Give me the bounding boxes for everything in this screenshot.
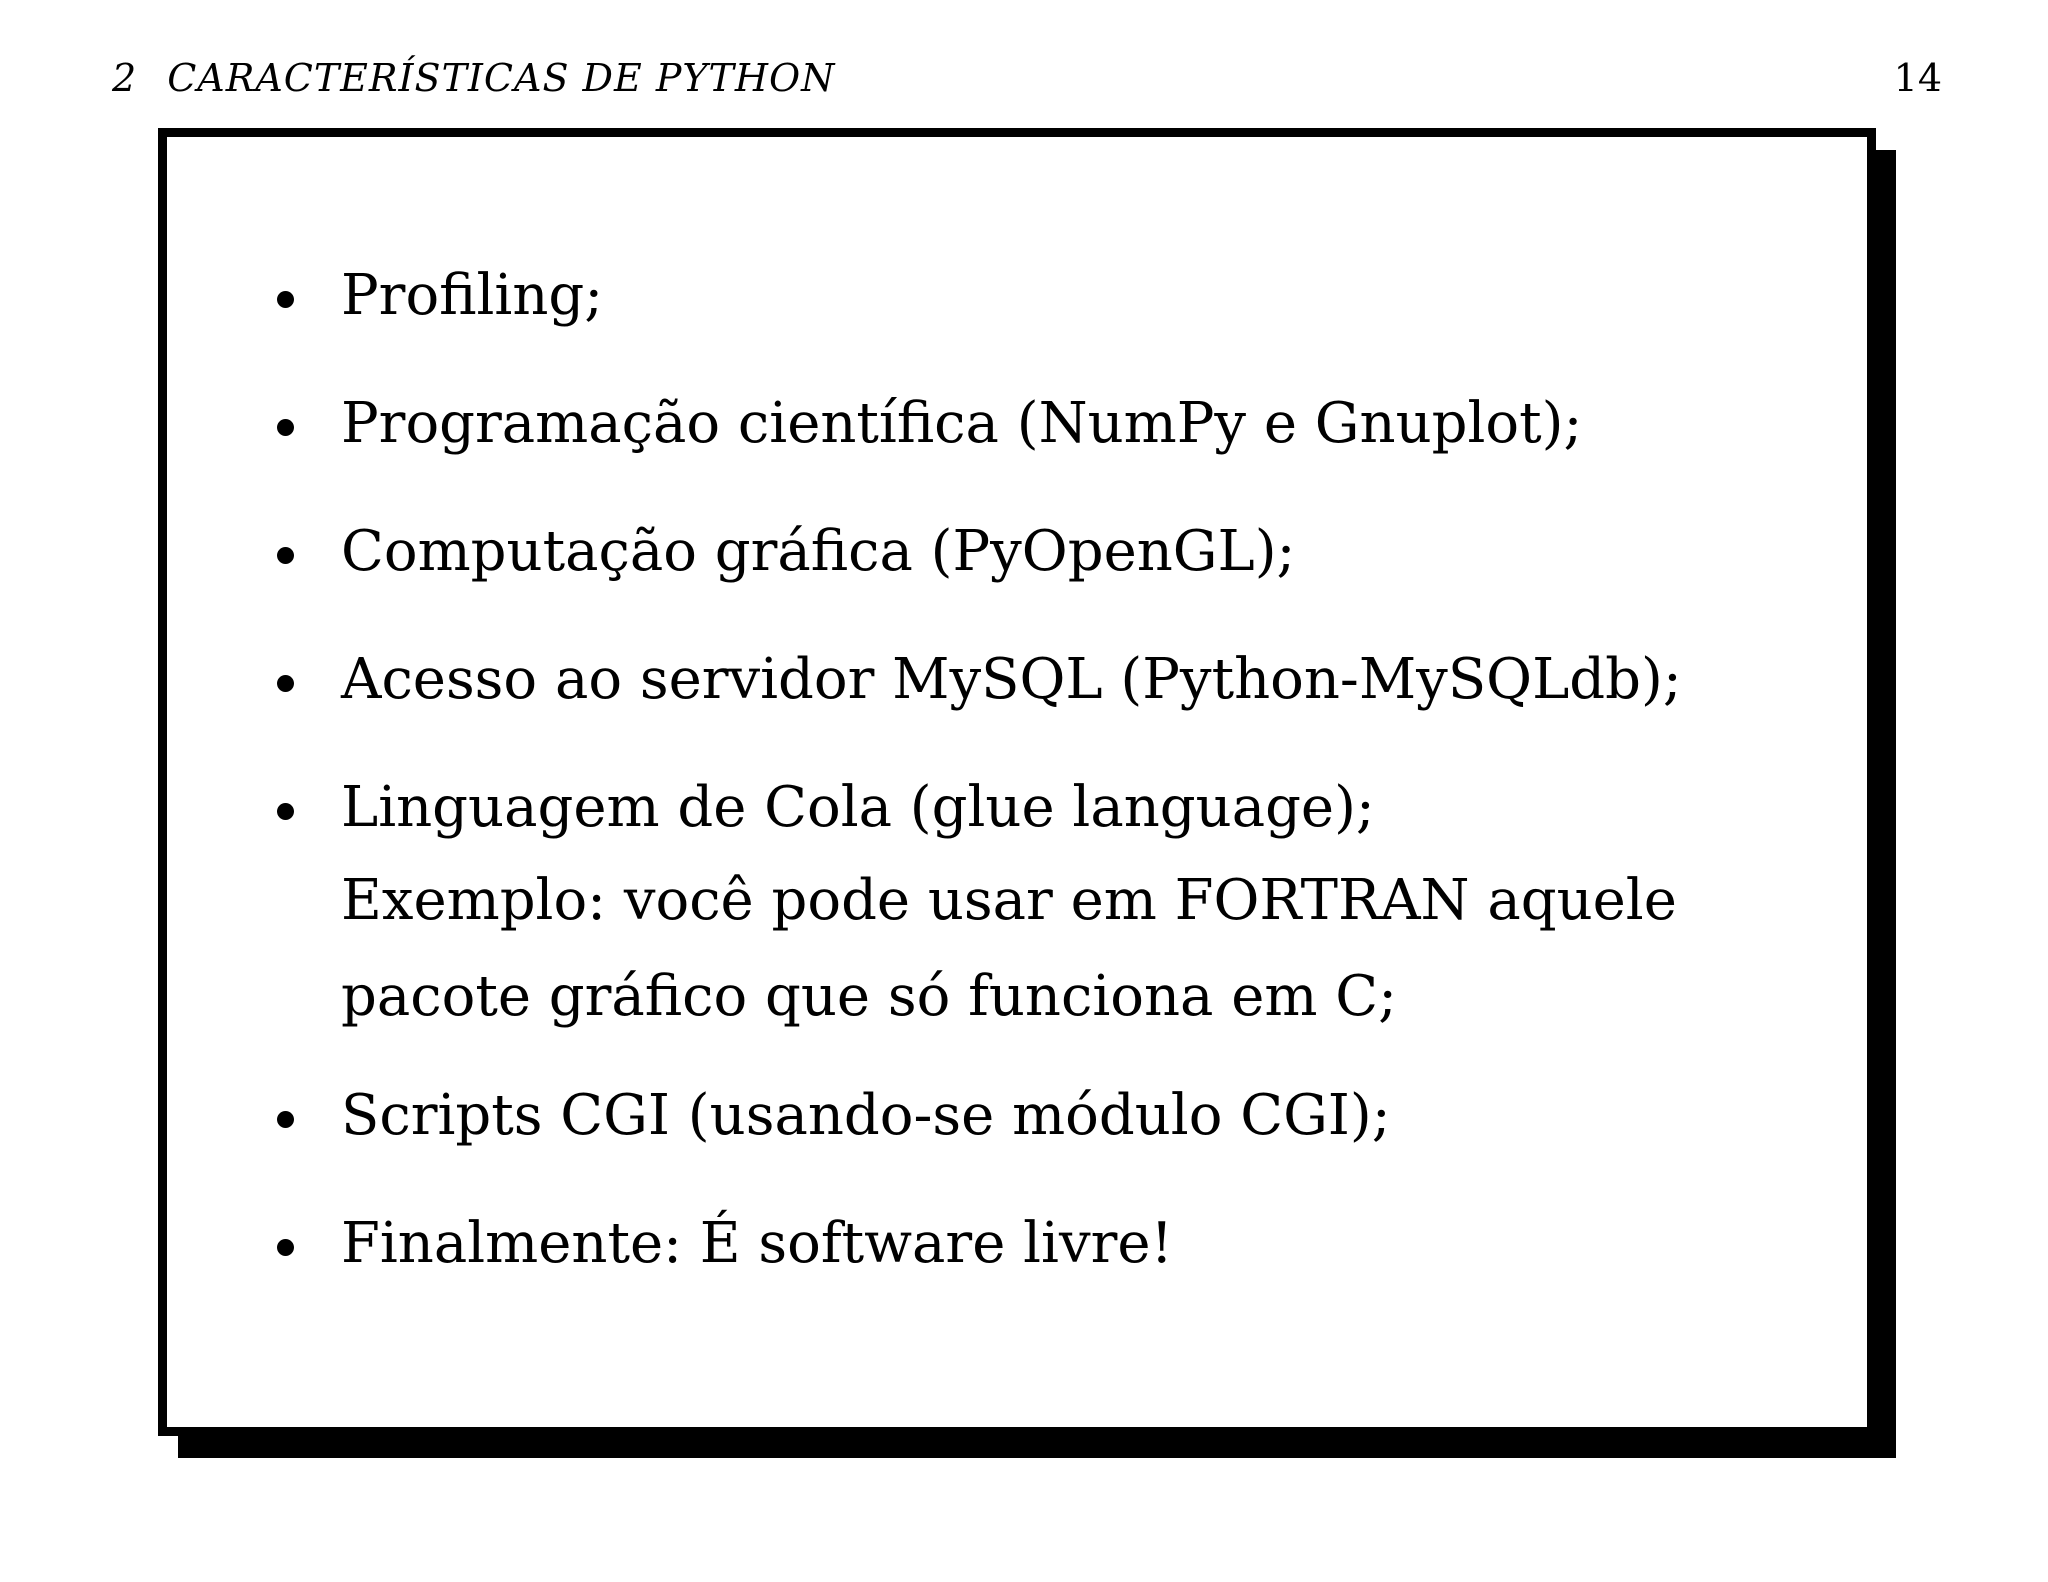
bullet-list [277,263,1777,1339]
list-item-text: Acesso ao servidor MySQL (Python-MySQLdb); [341,647,1682,712]
bullet-icon [277,803,294,820]
list-item-text: Finalmente: É software livre! [341,1211,1174,1276]
page-number: 14 [1893,56,1942,100]
list-item-text: Linguagem de Cola (glue language); [341,775,1375,840]
bullet-icon [277,419,294,436]
bullet-icon [277,1239,294,1256]
list-item [277,391,1777,457]
list-item [277,775,1777,1045]
running-header [112,56,1942,106]
bullet-icon [277,1111,294,1128]
bullet-icon [277,547,294,564]
list-item-text: Scripts CGI (usando-se módulo CGI); [341,1083,1391,1148]
list-item-text: Programação científica (NumPy e Gnuplot); [341,391,1583,456]
list-item [277,519,1777,585]
section-heading [112,56,835,100]
section-title: CARACTERÍSTICAS DE PYTHON [167,56,836,100]
list-item-detail: Exemplo: você pode usar em FORTRAN aquele pacote gráfico que só funciona em C; [341,868,1677,1029]
list-item-text: Computação gráfica (PyOpenGL); [341,519,1296,584]
slide-frame [158,128,1876,1436]
bullet-icon [277,291,294,308]
list-item [277,1211,1777,1277]
list-item [277,1083,1777,1149]
section-number: 2 [112,56,138,100]
bullet-icon [277,675,294,692]
list-item-text: Profiling; [341,263,604,328]
list-item [277,647,1777,713]
list-item [277,263,1777,329]
